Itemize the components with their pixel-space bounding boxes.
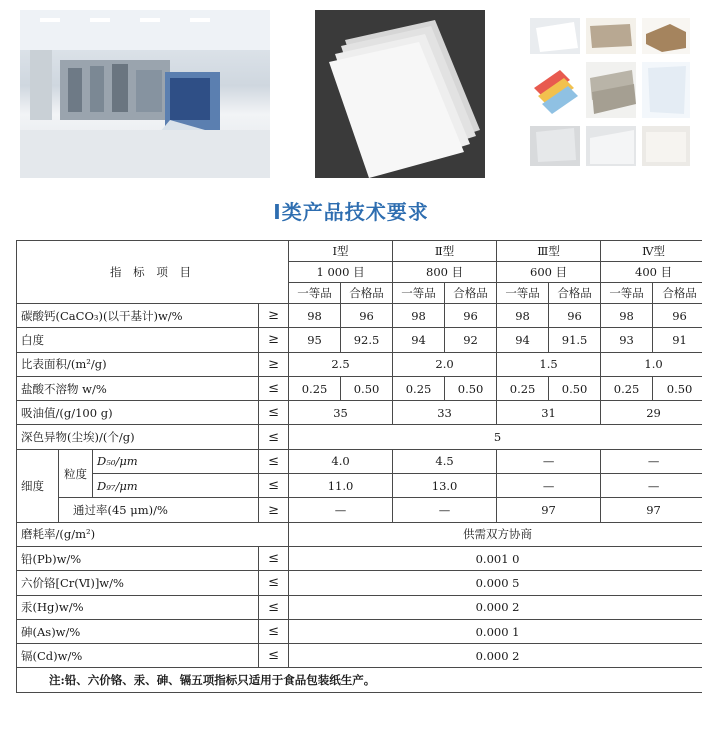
grade-qualified: 合格品 — [549, 283, 601, 304]
operator: ≤ — [259, 619, 289, 643]
operator: ≤ — [259, 401, 289, 425]
value-cell: 95 — [289, 328, 341, 352]
operator: ≤ — [259, 376, 289, 400]
value-cell: — — [289, 498, 393, 522]
row-surface-area — [17, 352, 702, 376]
header-row-type — [17, 241, 702, 262]
value-cell: 供需双方协商 — [289, 522, 702, 546]
operator: ≥ — [259, 498, 289, 522]
d97-label — [93, 474, 259, 498]
value-cell: 29 — [601, 401, 702, 425]
paper-sheets-photo — [315, 10, 485, 178]
value-cell: 97 — [601, 498, 702, 522]
row-hcl-insoluble — [17, 376, 702, 400]
paper-machine-photo — [20, 10, 270, 178]
grade-first: 一等品 — [393, 283, 445, 304]
value-cell: 4.0 — [289, 449, 393, 473]
pass-rate-label: 通过率(45 μm)/% — [59, 498, 259, 522]
item-column-header: 指 标 项 目 — [17, 241, 289, 304]
value-cell: 0.000 2 — [289, 595, 702, 619]
operator: ≤ — [259, 595, 289, 619]
table-note: 注:铅、六价铬、汞、砷、镉五项指标只适用于食品包装纸生产。 — [17, 668, 702, 693]
factory-illustration — [20, 10, 270, 178]
row-label: 吸油值/(g/100 g) — [17, 401, 259, 425]
type-3-mesh: 600 目 — [497, 262, 601, 283]
value-cell: 92 — [445, 328, 497, 352]
value-cell: — — [601, 474, 702, 498]
value-cell: 5 — [289, 425, 702, 449]
value-cell: 0.50 — [549, 376, 601, 400]
row-label: 磨耗率/(g/m²) — [17, 522, 289, 546]
value-cell: 97 — [497, 498, 601, 522]
fineness-label: 细度 — [17, 449, 59, 522]
row-fineness-d97 — [17, 474, 702, 498]
value-cell: — — [393, 498, 497, 522]
value-cell: 98 — [601, 304, 653, 328]
value-cell: 0.50 — [445, 376, 497, 400]
value-cell: 94 — [497, 328, 549, 352]
grade-first: 一等品 — [289, 283, 341, 304]
value-cell: 2.5 — [289, 352, 393, 376]
row-chromium — [17, 571, 702, 595]
value-cell: 91.5 — [549, 328, 601, 352]
value-cell: 13.0 — [393, 474, 497, 498]
row-label: 比表面积/(m²/g) — [17, 352, 259, 376]
row-abrasion — [17, 522, 702, 546]
grade-qualified: 合格品 — [341, 283, 393, 304]
row-label: 镉(Cd)w/% — [17, 644, 259, 668]
row-caco3 — [17, 304, 702, 328]
type-3-header: Ⅲ型 — [497, 241, 601, 262]
value-cell: 98 — [289, 304, 341, 328]
row-lead — [17, 546, 702, 570]
row-oil-absorption — [17, 401, 702, 425]
type-2-mesh: 800 目 — [393, 262, 497, 283]
row-whiteness — [17, 328, 702, 352]
value-cell: 0.000 2 — [289, 644, 702, 668]
value-cell: 0.25 — [601, 376, 653, 400]
type-1-header: Ⅰ型 — [289, 241, 393, 262]
value-cell: 0.000 1 — [289, 619, 702, 643]
value-cell: 98 — [497, 304, 549, 328]
value-cell: 0.25 — [393, 376, 445, 400]
value-cell: 1.0 — [601, 352, 702, 376]
row-fineness-d50 — [17, 449, 702, 473]
value-cell: 35 — [289, 401, 393, 425]
d50-label — [93, 449, 259, 473]
grade-qualified: 合格品 — [445, 283, 497, 304]
value-cell: 96 — [445, 304, 497, 328]
value-cell: 91 — [653, 328, 702, 352]
row-label: 铅(Pb)w/% — [17, 546, 259, 570]
technical-requirements-table — [16, 240, 702, 693]
operator: ≤ — [259, 425, 289, 449]
row-label: 六价铬[Cr(Ⅵ)]w/% — [17, 571, 259, 595]
value-cell: — — [497, 474, 601, 498]
row-label: 汞(Hg)w/% — [17, 595, 259, 619]
value-cell: 94 — [393, 328, 445, 352]
d97-label-text: D₉₇/μm — [97, 478, 138, 493]
value-cell: 98 — [393, 304, 445, 328]
value-cell: — — [497, 449, 601, 473]
operator: ≤ — [259, 571, 289, 595]
value-cell: 96 — [549, 304, 601, 328]
type-4-mesh: 400 目 — [601, 262, 702, 283]
value-cell: 33 — [393, 401, 497, 425]
paper-stack-illustration — [315, 10, 485, 178]
row-label: 碳酸钙(CaCO₃)(以干基计)w/% — [17, 304, 259, 328]
row-label: 砷(As)w/% — [17, 619, 259, 643]
value-cell: 0.25 — [289, 376, 341, 400]
row-label: 盐酸不溶物 w/% — [17, 376, 259, 400]
value-cell: 31 — [497, 401, 601, 425]
row-mercury — [17, 595, 702, 619]
operator: ≤ — [259, 644, 289, 668]
value-cell: 0.50 — [653, 376, 702, 400]
grade-qualified: 合格品 — [653, 283, 702, 304]
row-fineness-pass-rate — [17, 498, 702, 522]
row-label: 深色异物(尘埃)/(个/g) — [17, 425, 259, 449]
d50-label-text: D₅₀/μm — [97, 454, 138, 469]
value-cell: 4.5 — [393, 449, 497, 473]
value-cell: 2.0 — [393, 352, 497, 376]
row-note — [17, 668, 702, 693]
row-cadmium — [17, 644, 702, 668]
operator: ≤ — [259, 546, 289, 570]
paper-samples-grid — [530, 18, 690, 168]
value-cell: 0.001 0 — [289, 546, 702, 570]
value-cell: 93 — [601, 328, 653, 352]
particle-size-label: 粒度 — [59, 449, 93, 498]
value-cell: 0.25 — [497, 376, 549, 400]
operator: ≤ — [259, 474, 289, 498]
type-4-header: Ⅳ型 — [601, 241, 702, 262]
type-1-mesh: 1 000 目 — [289, 262, 393, 283]
operator: ≥ — [259, 328, 289, 352]
value-cell: 96 — [341, 304, 393, 328]
product-photo-strip — [0, 0, 702, 190]
value-cell: 11.0 — [289, 474, 393, 498]
row-dark-impurities — [17, 425, 702, 449]
operator: ≥ — [259, 352, 289, 376]
row-arsenic — [17, 619, 702, 643]
operator: ≤ — [259, 449, 289, 473]
value-cell: — — [601, 449, 702, 473]
section-title: Ⅰ类产品技术要求 — [273, 200, 429, 224]
grade-first: 一等品 — [601, 283, 653, 304]
value-cell: 1.5 — [497, 352, 601, 376]
operator: ≥ — [259, 304, 289, 328]
value-cell: 0.000 5 — [289, 571, 702, 595]
value-cell: 92.5 — [341, 328, 393, 352]
type-2-header: Ⅱ型 — [393, 241, 497, 262]
value-cell: 96 — [653, 304, 702, 328]
value-cell: 0.50 — [341, 376, 393, 400]
grade-first: 一等品 — [497, 283, 549, 304]
row-label: 白度 — [17, 328, 259, 352]
